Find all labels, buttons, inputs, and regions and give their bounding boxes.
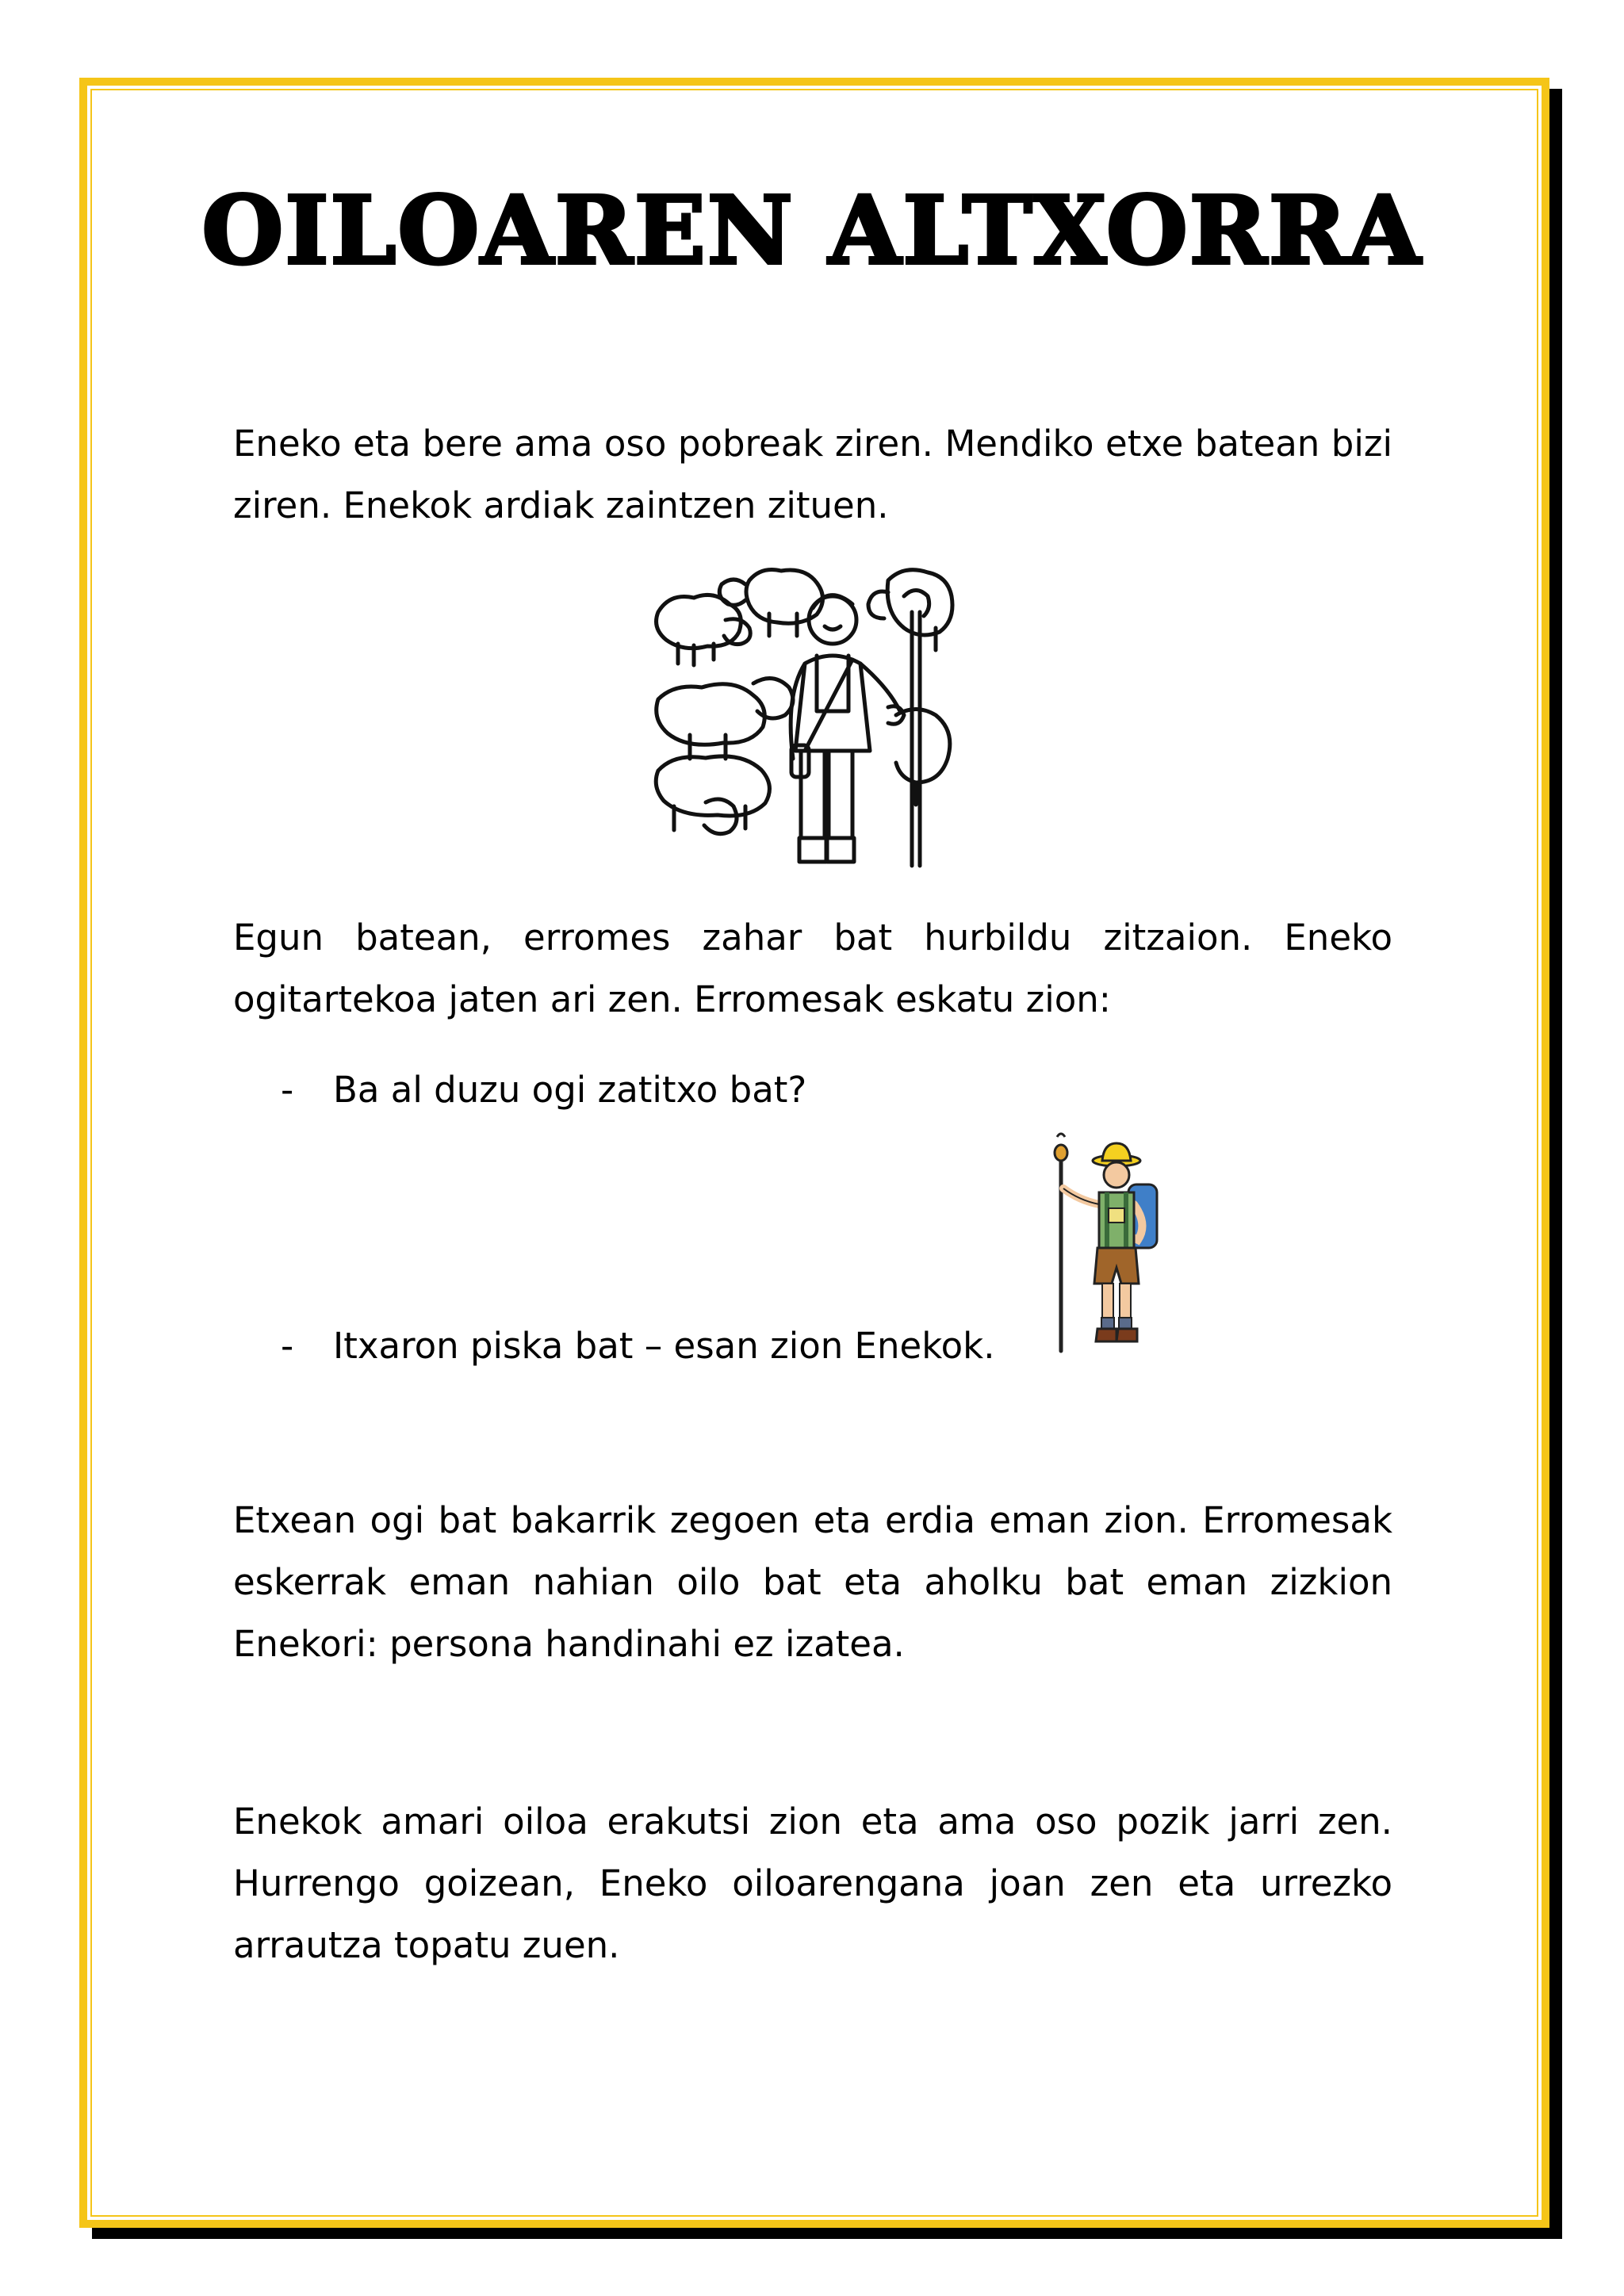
- dialogue-line-1: [281, 1059, 806, 1121]
- dialogue-dash: -: [281, 1069, 294, 1111]
- shepherd-icon: [791, 595, 904, 862]
- paragraph-encounter: Egun batean, erromes zahar bat hurbildu zitzaion. Eneko ogitartekoa jaten ari zen. Erromesak eskatu zion:: [233, 916, 1392, 1020]
- paragraph-intro: Eneko eta bere ama oso pobreak ziren. Mendiko etxe batean bizi ziren. Enekok ardiak zaintzen zituen.: [233, 423, 1392, 526]
- sheep-icon: [656, 756, 769, 834]
- pilgrim-hiker-icon: [1063, 1143, 1157, 1341]
- pilgrim-illustration: [1045, 1129, 1172, 1356]
- dialogue-line-2: [281, 1315, 995, 1377]
- paragraph-golden-egg: Enekok amari oiloa erakutsi zion eta ama oso pozik jarri zen. Hurrengo goizean, Eneko oiloarengana joan zen eta urrezko arrautza topatu zuen.: [233, 1800, 1392, 1966]
- sheep-icon: [719, 570, 822, 637]
- dialogue-text: Itxaron piska bat – esan zion Enekok.: [333, 1325, 995, 1367]
- paragraph-gift: Etxean ogi bat bakarrik zegoen eta erdia eman zion. Erromesak eskerrak eman nahian oilo bat eta aholku bat eman zizkion Enekori: persona handinahi ez izatea.: [233, 1499, 1392, 1665]
- sheep-icon: [896, 710, 950, 806]
- walking-staff-icon: [1055, 1134, 1067, 1351]
- story-title: OILOAREN ALTXORRA: [201, 175, 1423, 285]
- dialogue-dash: -: [281, 1325, 294, 1367]
- dialogue-text: Ba al duzu ogi zatitxo bat?: [333, 1069, 807, 1111]
- shepherd-with-sheep-illustration: [650, 564, 967, 875]
- sheep-icon: [657, 679, 793, 759]
